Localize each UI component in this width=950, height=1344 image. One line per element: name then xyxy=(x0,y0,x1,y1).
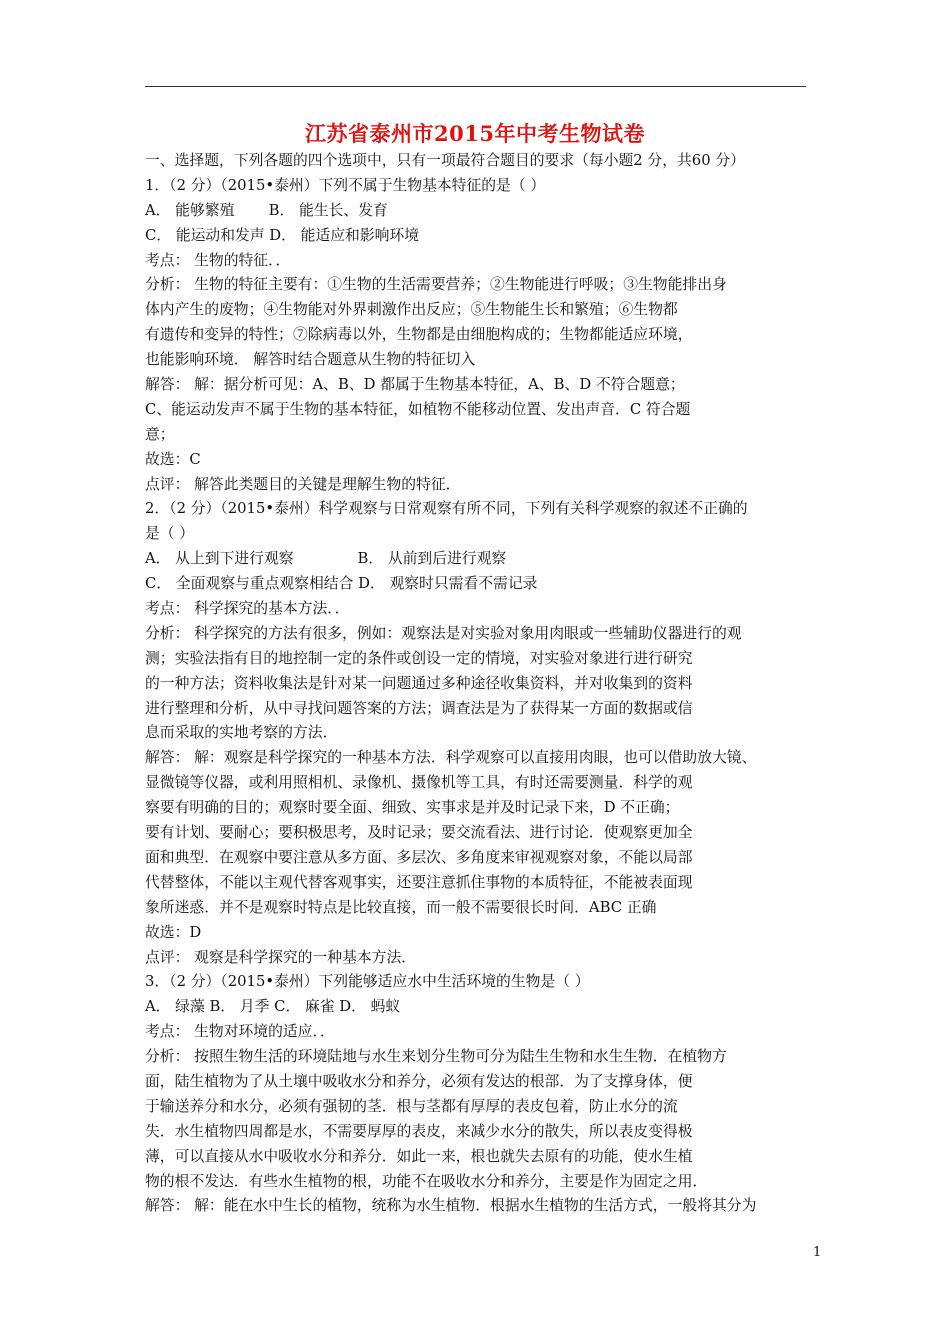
document-title: 江苏省泰州市2015年中考生物试卷 xyxy=(305,121,645,146)
text-line: A． 从上到下进行观察 B． 从前到后进行观察 xyxy=(145,550,507,568)
text-line: 点评： 解答此类题目的关键是理解生物的特征． xyxy=(145,475,461,493)
text-line: 解答： 解：观察是科学探究的一种基本方法．科学观察可以直接用肉眼，也可以借助放大镜、 xyxy=(145,749,757,767)
text-line: 考点： 科学探究的基本方法．． xyxy=(145,600,350,618)
text-line: 3．（2 分）（2015•泰州）下列能够适应水中生活环境的生物是（ ） xyxy=(145,973,590,991)
text-line: 于输送养分和水分，必须有强韧的茎．根与茎都有厚厚的表皮包着，防止水分的流 xyxy=(145,1097,678,1115)
text-line: C． 能运动和发声 D． 能适应和影响环境 xyxy=(145,226,420,244)
text-line: 的一种方法；资料收集法是针对某一问题通过多种途径收集资料，并对收集到的资料 xyxy=(145,674,693,692)
text-line: 体内产生的废物；④生物能对外界刺激作出反应；⑤生物能生长和繁殖；⑥生物都 xyxy=(145,301,678,319)
text-line: 代替整体，不能以主观代替客观事实，还要注意抓住事物的本质特征，不能被表面现 xyxy=(145,873,693,891)
text-line: 薄，可以直接从水中吸收水分和养分．如此一来，根也就失去原有的功能，使水生植 xyxy=(145,1147,693,1165)
text-line: 物的根不发达．有些水生植物的根，功能不在吸收水分和养分，主要是作为固定之用． xyxy=(145,1172,708,1190)
text-line: 面，陆生植物为了从土壤中吸收水分和养分，必须有发达的根部．为了支撑身体，便 xyxy=(145,1072,693,1090)
text-line: 故选：C xyxy=(145,450,201,468)
text-line: 解答： 解：据分析可见：A、B、D 都属于生物基本特征，A、B、D 不符合题意； xyxy=(145,376,685,394)
text-line: 分析： 生物的特征主要有：①生物的生活需要营养；②生物能进行呼吸；③生物能排出身 xyxy=(145,276,727,294)
text-line: 1．（2 分）（2015•泰州）下列不属于生物基本特征的是（ ） xyxy=(145,176,546,194)
text-line: 面和典型．在观察中要注意从多方面、多层次、多角度来审视观察对象，不能以局部 xyxy=(145,848,693,866)
text-line: 测；实验法指有目的地控制一定的条件或创设一定的情境，对实验对象进行进行研究 xyxy=(145,649,693,667)
text-line: 也能影响环境． 解答时结合题意从生物的特征切入 xyxy=(145,351,476,369)
text-line: 点评： 观察是科学探究的一种基本方法． xyxy=(145,948,417,966)
text-line: A． 绿藻 B． 月季 C． 麻雀 D． 蚂蚁 xyxy=(145,998,401,1016)
text-line: 进行整理和分析，从中寻找问题答案的方法；调查法是为了获得某一方面的数据或信 xyxy=(145,699,693,717)
text-line: 息而采取的实地考察的方法． xyxy=(145,724,338,742)
text-line: 是（ ） xyxy=(145,525,195,543)
document-body xyxy=(145,149,815,1219)
text-line: 象所迷惑．并不是观察时特点是比较直接，而一般不需要很长时间．ABC 正确 xyxy=(145,898,657,916)
text-line: 分析： 按照生物生活的环境陆地与水生来划分生物可分为陆生生物和水生生物．在植物方 xyxy=(145,1048,727,1066)
text-line: 意； xyxy=(145,425,175,443)
text-line: C、能运动发声不属于生物的基本特征，如植物不能移动位置、发出声音．C 符合题 xyxy=(145,400,691,418)
text-line: 一、选择题，下列各题的四个选项中，只有一项最符合题目的要求（每小题2 分，共60 分） xyxy=(145,152,745,169)
text-line: 察要有明确的目的；观察时要全面、细致、实事求是并及时记录下来，D 不正确； xyxy=(145,799,680,817)
text-line: 考点： 生物对环境的适应．． xyxy=(145,1023,335,1041)
text-line: 有遗传和变异的特性；⑦除病毒以外，生物都是由细胞构成的；生物都能适应环境， xyxy=(145,326,693,344)
header-rule xyxy=(145,86,806,87)
text-line: 要有计划、要耐心；要积极思考，及时记录；要交流看法、进行讨论．使观察更加全 xyxy=(145,824,693,842)
text-line: 2．（2 分）（2015•泰州）科学观察与日常观察有所不同，下列有关科学观察的叙述不正确的 xyxy=(145,500,748,518)
page-number: 1 xyxy=(813,1245,822,1260)
text-line: 失．水生植物四周都是水，不需要厚厚的表皮，来减少水分的散失，所以表皮变得极 xyxy=(145,1122,693,1140)
text-line: 分析： 科学探究的方法有很多，例如：观察法是对实验对象用肉眼或一些辅助仪器进行的观 xyxy=(145,624,742,642)
text-line: 显微镜等仪器，或利用照相机、录像机、摄像机等工具，有时还需要测量．科学的观 xyxy=(145,774,693,792)
text-line: 故选：D xyxy=(145,923,202,941)
text-line: 考点： 生物的特征．． xyxy=(145,251,291,269)
text-line: A． 能够繁殖 B． 能生长、发育 xyxy=(145,201,388,219)
text-line: 解答： 解：能在水中生长的植物，统称为水生植物．根据水生植物的生活方式，一般将其分为 xyxy=(145,1197,757,1215)
text-line: C． 全面观察与重点观察相结合 D． 观察时只需看不需记录 xyxy=(145,575,538,593)
